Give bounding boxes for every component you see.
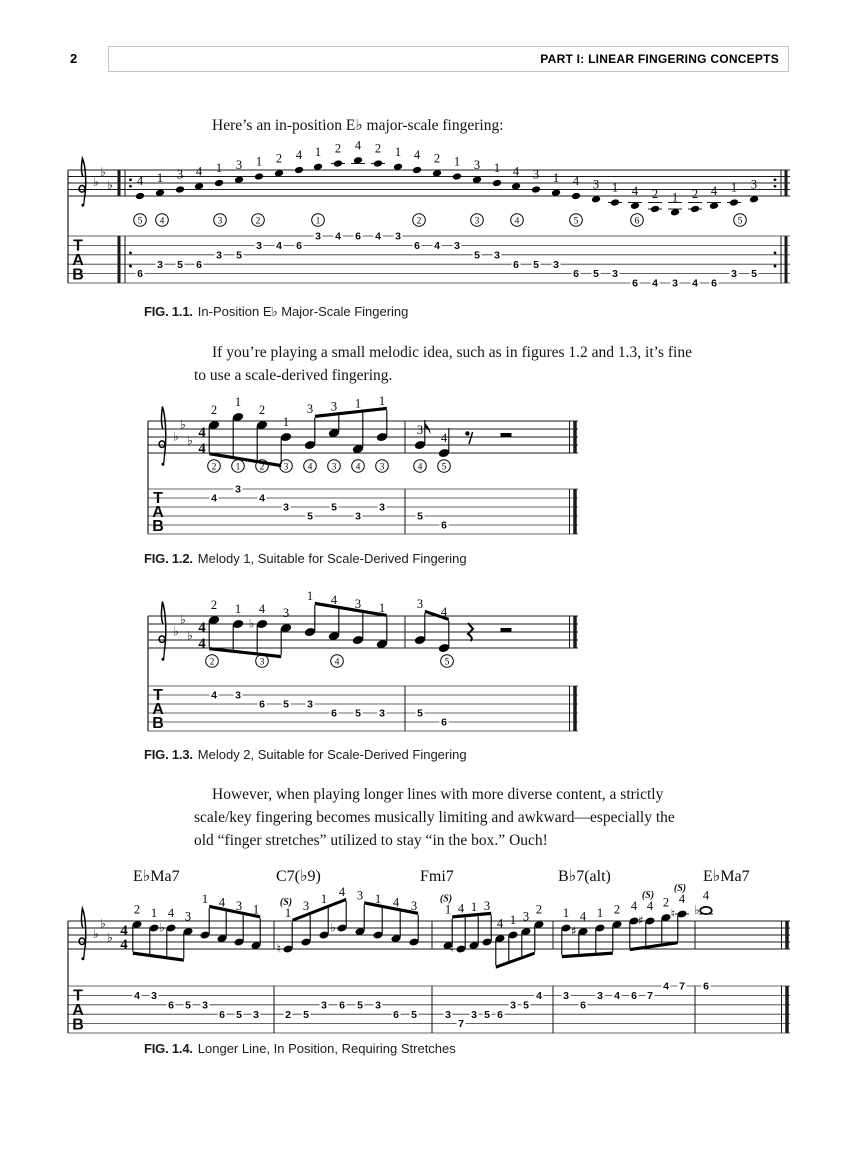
- svg-text:2: 2: [209, 657, 215, 668]
- svg-text:6: 6: [580, 999, 586, 1012]
- svg-text:♭: ♭: [187, 628, 193, 643]
- svg-text:4: 4: [120, 937, 128, 953]
- svg-text:5: 5: [441, 462, 447, 473]
- svg-text:3: 3: [306, 402, 314, 416]
- svg-text:6: 6: [196, 258, 202, 271]
- note: [333, 159, 343, 167]
- svg-text:1: 1: [453, 154, 461, 169]
- intro-text: Here’s an in-position E♭ major-scale fingering:: [212, 117, 504, 134]
- svg-text:5: 5: [533, 258, 539, 271]
- svg-text:4: 4: [295, 148, 303, 162]
- svg-text:3: 3: [474, 216, 480, 227]
- treble-clef-icon: [79, 938, 85, 945]
- note: [531, 185, 541, 193]
- svg-text:♭: ♭: [93, 927, 99, 942]
- svg-text:4: 4: [692, 277, 698, 290]
- svg-text:6: 6: [137, 268, 143, 281]
- figure-caption-1-4: [144, 1041, 456, 1056]
- svg-text:3: 3: [331, 462, 337, 473]
- fig-1-2-system: [148, 394, 578, 535]
- svg-text:1: 1: [282, 415, 290, 429]
- svg-text:4: 4: [136, 174, 144, 188]
- note: [650, 205, 660, 213]
- svg-text:3: 3: [355, 510, 361, 523]
- svg-text:5: 5: [411, 1008, 417, 1021]
- svg-text:1: 1: [671, 190, 679, 205]
- svg-text:4: 4: [258, 602, 266, 616]
- svg-text:1: 1: [509, 913, 517, 927]
- svg-text:5: 5: [355, 707, 361, 720]
- svg-text:6: 6: [355, 230, 361, 243]
- svg-text:4: 4: [663, 980, 669, 993]
- note: [571, 192, 581, 200]
- svg-text:3: 3: [256, 240, 262, 252]
- svg-text:♭: ♭: [100, 916, 106, 931]
- svg-text:2: 2: [433, 151, 441, 166]
- fig-1-3-system: [148, 589, 578, 732]
- chord-symbol: B♭7(alt): [558, 868, 611, 885]
- svg-text:3: 3: [302, 899, 310, 913]
- svg-text:3: 3: [672, 277, 678, 290]
- svg-text:1: 1: [255, 154, 263, 169]
- svg-text:3: 3: [253, 1008, 259, 1021]
- svg-text:1: 1: [284, 906, 292, 920]
- svg-text:6: 6: [573, 268, 579, 281]
- svg-text:1: 1: [156, 170, 164, 185]
- svg-text:2: 2: [662, 895, 670, 910]
- svg-text:4: 4: [392, 895, 400, 910]
- svg-text:6: 6: [331, 707, 337, 720]
- svg-text:3: 3: [217, 216, 223, 227]
- svg-text:6: 6: [632, 277, 638, 290]
- svg-text:4: 4: [413, 148, 421, 162]
- svg-text:5: 5: [523, 999, 529, 1012]
- svg-text:5: 5: [737, 216, 743, 227]
- svg-text:3: 3: [321, 999, 327, 1012]
- svg-text:4: 4: [536, 990, 542, 1002]
- svg-text:♯: ♯: [570, 924, 577, 938]
- svg-text:4: 4: [579, 909, 587, 924]
- svg-text:6: 6: [339, 999, 345, 1012]
- paragraph-2: [194, 341, 746, 387]
- svg-text:3: 3: [454, 240, 460, 252]
- svg-text:3: 3: [379, 707, 385, 720]
- text-line: old “finger stretches” utilized to stay “in the box.” Ouch!: [194, 832, 548, 849]
- svg-text:(S): (S): [641, 890, 655, 901]
- svg-text:6: 6: [703, 980, 709, 993]
- svg-text:2: 2: [691, 187, 699, 201]
- svg-text:3: 3: [379, 501, 385, 514]
- svg-text:3: 3: [612, 268, 618, 281]
- svg-text:5: 5: [357, 999, 363, 1012]
- svg-text:B: B: [152, 714, 164, 732]
- svg-text:1: 1: [378, 394, 386, 408]
- caption-label: FIG. 1.4.: [144, 1041, 193, 1056]
- svg-text:4: 4: [702, 888, 710, 903]
- svg-text:4: 4: [572, 174, 580, 188]
- svg-text:1: 1: [552, 170, 560, 185]
- svg-text:6: 6: [296, 240, 302, 252]
- svg-text:4: 4: [211, 492, 217, 505]
- svg-text:5: 5: [283, 698, 289, 711]
- svg-text:2: 2: [374, 141, 382, 156]
- svg-text:1: 1: [235, 462, 241, 473]
- svg-text:7: 7: [679, 980, 685, 993]
- svg-text:4: 4: [354, 138, 362, 153]
- svg-text:3: 3: [176, 167, 184, 182]
- treble-clef-icon: [159, 636, 165, 643]
- svg-text:1: 1: [201, 892, 209, 906]
- note: [135, 192, 145, 200]
- chord-symbol: Fmi7: [420, 868, 454, 885]
- svg-text:4: 4: [440, 431, 448, 445]
- svg-text:♮: ♮: [670, 906, 676, 921]
- caption-text: Melody 2, Suitable for Scale-Derived Fingering: [197, 747, 467, 762]
- svg-text:6: 6: [259, 698, 265, 711]
- caption-label: FIG. 1.2.: [144, 551, 193, 566]
- svg-text:4: 4: [335, 230, 341, 243]
- svg-text:3: 3: [235, 689, 241, 702]
- svg-text:4: 4: [457, 901, 465, 916]
- svg-text:3: 3: [283, 501, 289, 514]
- svg-text:1: 1: [234, 602, 242, 616]
- svg-text:3: 3: [235, 483, 241, 496]
- svg-text:1: 1: [315, 216, 321, 227]
- caption-label: FIG. 1.1.: [144, 304, 193, 319]
- svg-text:♮: ♮: [276, 941, 282, 956]
- svg-text:4: 4: [355, 462, 361, 473]
- svg-text:1: 1: [378, 601, 386, 615]
- svg-text:B: B: [152, 517, 164, 535]
- svg-text:4: 4: [614, 990, 620, 1002]
- note: [610, 198, 620, 206]
- svg-text:4: 4: [496, 916, 504, 931]
- chord-symbol: E♭Ma7: [133, 868, 180, 885]
- svg-text:4: 4: [646, 899, 654, 913]
- svg-text:4: 4: [198, 620, 206, 636]
- svg-text:5: 5: [573, 216, 579, 227]
- chord-symbol: C7(♭9): [276, 868, 321, 885]
- svg-text:♭: ♭: [173, 624, 179, 639]
- svg-text:4: 4: [330, 593, 338, 607]
- svg-text:5: 5: [177, 258, 183, 271]
- svg-text:3: 3: [522, 909, 530, 924]
- svg-text:4: 4: [134, 990, 140, 1002]
- svg-text:4: 4: [218, 895, 226, 910]
- svg-text:4: 4: [195, 164, 203, 179]
- svg-text:6: 6: [631, 990, 637, 1002]
- svg-text:1: 1: [394, 144, 402, 159]
- svg-text:3: 3: [315, 230, 321, 243]
- svg-text:3: 3: [553, 258, 559, 271]
- svg-text:T: T: [73, 237, 83, 255]
- svg-text:♭: ♭: [187, 433, 193, 448]
- svg-text:(S): (S): [439, 893, 453, 905]
- half-rest: [501, 433, 512, 437]
- svg-text:4: 4: [167, 906, 175, 920]
- text-line: scale/key fingering becomes musically limiting and awkward—especially the: [194, 809, 675, 826]
- treble-clef-icon: [159, 441, 165, 448]
- svg-text:1: 1: [234, 395, 242, 409]
- svg-text:B: B: [72, 1016, 84, 1034]
- svg-text:1: 1: [314, 144, 322, 159]
- svg-text:1: 1: [320, 892, 328, 906]
- svg-text:3: 3: [330, 399, 338, 414]
- svg-text:3: 3: [216, 249, 222, 262]
- svg-text:1: 1: [354, 396, 362, 411]
- svg-text:3: 3: [356, 888, 364, 903]
- svg-text:2: 2: [133, 902, 141, 917]
- svg-text:♭: ♭: [107, 178, 113, 193]
- svg-text:♭: ♭: [248, 616, 255, 631]
- svg-text:4: 4: [259, 492, 265, 505]
- svg-text:1: 1: [150, 906, 158, 920]
- svg-text:5: 5: [137, 216, 143, 227]
- svg-text:3: 3: [483, 899, 491, 913]
- svg-text:5: 5: [474, 249, 480, 262]
- svg-text:4: 4: [678, 892, 686, 906]
- svg-text:3: 3: [471, 1008, 477, 1021]
- svg-text:3: 3: [235, 157, 243, 172]
- caption-label: FIG. 1.3.: [144, 747, 193, 762]
- svg-text:5: 5: [593, 268, 599, 281]
- svg-text:(S): (S): [279, 897, 293, 908]
- svg-text:♭: ♭: [180, 612, 186, 627]
- svg-text:3: 3: [375, 999, 381, 1012]
- svg-text:6: 6: [414, 240, 420, 252]
- svg-text:6: 6: [634, 216, 640, 227]
- note: [214, 179, 224, 187]
- svg-text:5: 5: [236, 249, 242, 262]
- svg-text:4: 4: [652, 277, 658, 290]
- text-line: to use a scale-derived fingering.: [194, 367, 393, 384]
- svg-text:3: 3: [416, 597, 424, 611]
- svg-text:1: 1: [470, 900, 478, 915]
- svg-text:3: 3: [184, 909, 192, 924]
- svg-text:♭: ♭: [159, 920, 165, 935]
- svg-text:2: 2: [211, 462, 217, 473]
- svg-text:2: 2: [535, 902, 543, 917]
- svg-text:2: 2: [259, 462, 265, 473]
- note: [690, 205, 700, 213]
- svg-text:3: 3: [563, 990, 569, 1002]
- figure-caption-1-3: [144, 747, 467, 762]
- svg-text:2: 2: [334, 141, 342, 156]
- svg-text:5: 5: [484, 1008, 490, 1021]
- svg-text:3: 3: [379, 462, 385, 473]
- svg-text:5: 5: [303, 1008, 309, 1021]
- svg-text:4: 4: [198, 441, 206, 457]
- note: [452, 172, 462, 180]
- svg-text:5: 5: [751, 268, 757, 281]
- svg-text:6: 6: [168, 999, 174, 1012]
- svg-text:3: 3: [354, 597, 362, 611]
- svg-text:3: 3: [592, 177, 600, 192]
- svg-text:♭: ♭: [330, 920, 336, 935]
- svg-text:♮: ♮: [449, 941, 455, 956]
- svg-text:3: 3: [597, 990, 603, 1002]
- svg-text:2: 2: [210, 598, 218, 612]
- svg-text:5: 5: [185, 999, 191, 1012]
- header-title: PART I: LINEAR FINGERING CONCEPTS: [540, 52, 779, 66]
- svg-text:7: 7: [458, 1018, 464, 1031]
- caption-text: Melody 1, Suitable for Scale-Derived Fingering: [197, 551, 467, 566]
- svg-text:1: 1: [611, 180, 619, 195]
- svg-text:6: 6: [219, 1008, 225, 1021]
- page-number: 2: [70, 51, 78, 66]
- chord-symbol: E♭Ma7: [703, 868, 750, 885]
- svg-text:6: 6: [711, 277, 717, 290]
- svg-text:2: 2: [210, 403, 218, 417]
- caption-text: Longer Line, In Position, Requiring Stretches: [197, 1041, 456, 1056]
- note: [700, 907, 711, 914]
- svg-text:1: 1: [215, 161, 223, 175]
- svg-text:2: 2: [275, 151, 283, 166]
- svg-text:3: 3: [235, 899, 243, 913]
- svg-text:6: 6: [441, 716, 447, 729]
- svg-text:7: 7: [647, 990, 653, 1002]
- svg-text:3: 3: [416, 423, 424, 437]
- svg-text:3: 3: [151, 990, 157, 1002]
- svg-text:T: T: [153, 686, 163, 704]
- svg-text:1: 1: [306, 589, 314, 603]
- treble-clef-icon: [79, 186, 85, 193]
- fig-1-4-system: [68, 868, 790, 1034]
- paragraph-3: [194, 783, 746, 852]
- svg-text:4: 4: [211, 689, 217, 702]
- note: [254, 172, 264, 180]
- half-rest: [501, 628, 512, 632]
- svg-text:4: 4: [512, 164, 520, 179]
- svg-text:5: 5: [307, 510, 313, 523]
- svg-text:3: 3: [494, 249, 500, 262]
- svg-text:3: 3: [395, 230, 401, 243]
- svg-text:4: 4: [514, 216, 520, 227]
- svg-text:T: T: [153, 489, 163, 507]
- svg-text:2: 2: [416, 216, 422, 227]
- svg-text:1: 1: [252, 902, 260, 917]
- svg-text:♭: ♭: [180, 417, 186, 432]
- svg-text:3: 3: [750, 177, 758, 192]
- svg-text:4: 4: [630, 899, 638, 913]
- svg-text:6: 6: [393, 1008, 399, 1021]
- svg-text:A: A: [72, 1002, 84, 1020]
- svg-text:4: 4: [120, 923, 128, 939]
- svg-text:6: 6: [513, 258, 519, 271]
- svg-text:(S): (S): [673, 883, 687, 894]
- svg-text:T: T: [73, 987, 83, 1005]
- svg-text:A: A: [152, 503, 164, 521]
- svg-text:2: 2: [285, 1008, 291, 1021]
- svg-text:♭: ♭: [173, 429, 179, 444]
- svg-text:2: 2: [651, 187, 659, 201]
- svg-text:B: B: [72, 266, 84, 284]
- svg-text:5: 5: [444, 657, 450, 668]
- figure-caption-1-2: [144, 551, 467, 566]
- svg-text:1: 1: [562, 906, 570, 920]
- text-line: If you’re playing a small melodic idea, such as in figures 1.2 and 1.3, it’s fine: [212, 344, 692, 361]
- svg-text:2: 2: [255, 216, 261, 227]
- svg-text:3: 3: [307, 698, 313, 711]
- svg-text:4: 4: [375, 230, 381, 243]
- svg-text:4: 4: [198, 636, 206, 652]
- svg-text:3: 3: [283, 462, 289, 473]
- svg-text:3: 3: [282, 606, 290, 620]
- svg-text:3: 3: [510, 999, 516, 1012]
- svg-text:5: 5: [236, 1008, 242, 1021]
- svg-text:3: 3: [157, 258, 163, 271]
- svg-text:1: 1: [444, 902, 452, 917]
- svg-text:4: 4: [440, 605, 448, 619]
- svg-text:1: 1: [374, 892, 382, 906]
- svg-text:A: A: [72, 252, 84, 270]
- svg-text:4: 4: [198, 425, 206, 441]
- svg-text:4: 4: [276, 240, 282, 252]
- svg-text:2: 2: [258, 403, 266, 417]
- svg-text:6: 6: [441, 519, 447, 532]
- svg-text:1: 1: [730, 180, 738, 195]
- svg-text:3: 3: [731, 268, 737, 281]
- svg-text:4: 4: [631, 183, 639, 198]
- svg-text:4: 4: [307, 462, 313, 473]
- svg-text:5: 5: [331, 501, 337, 514]
- svg-text:♯: ♯: [637, 913, 644, 928]
- svg-text:♭: ♭: [93, 174, 99, 189]
- svg-text:6: 6: [497, 1008, 503, 1021]
- svg-text:♭: ♭: [100, 165, 106, 180]
- figure-caption-1-1: [144, 304, 408, 320]
- note: [492, 179, 502, 187]
- svg-text:♭: ♭: [694, 903, 700, 917]
- svg-text:4: 4: [417, 462, 423, 473]
- svg-text:3: 3: [410, 899, 418, 913]
- svg-text:2: 2: [613, 902, 621, 917]
- svg-text:5: 5: [417, 707, 423, 720]
- svg-text:3: 3: [445, 1008, 451, 1021]
- note: [175, 185, 185, 193]
- svg-text:4: 4: [159, 216, 165, 227]
- note: [412, 166, 422, 174]
- svg-text:4: 4: [338, 885, 346, 899]
- svg-text:5: 5: [417, 510, 423, 523]
- note: [294, 166, 304, 174]
- svg-text:♭: ♭: [107, 930, 113, 945]
- svg-text:A: A: [152, 700, 164, 718]
- fig-1-1-system: [68, 138, 790, 289]
- svg-text:4: 4: [710, 183, 718, 198]
- text-line: However, when playing longer lines with more diverse content, a strictly: [212, 786, 664, 803]
- svg-text:4: 4: [334, 657, 340, 668]
- svg-text:4: 4: [434, 240, 440, 252]
- svg-text:3: 3: [259, 657, 265, 668]
- svg-text:3: 3: [532, 167, 540, 182]
- note: [373, 159, 383, 167]
- svg-text:3: 3: [473, 157, 481, 172]
- svg-text:1: 1: [596, 906, 604, 920]
- svg-text:3: 3: [202, 999, 208, 1012]
- caption-text: In-Position E♭ Major-Scale Fingering: [197, 304, 409, 319]
- svg-text:1: 1: [493, 161, 501, 175]
- note: [729, 198, 739, 206]
